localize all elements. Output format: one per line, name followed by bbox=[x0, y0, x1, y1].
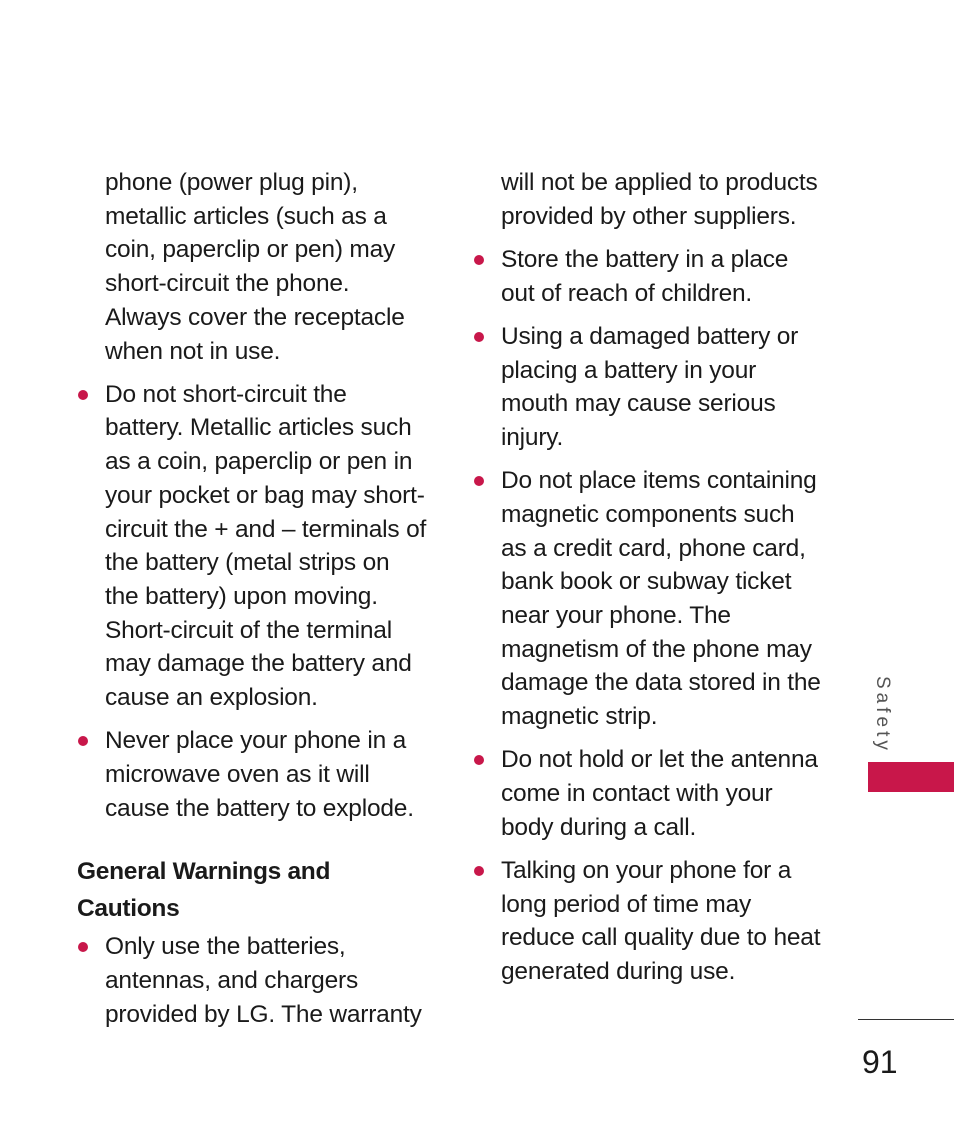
continued-paragraph: phone (power plug pin), metallic articles (such as a coin, paperclip or pen) may short-circuit the phone. Always cover the receptacle when not in use. bbox=[105, 169, 405, 365]
bullet-item: Only use the batteries, antennas, and chargers provided by LG. The warranty bbox=[77, 930, 427, 1031]
section-heading: General Warnings and Cautions bbox=[77, 858, 331, 923]
bullet-item: Never place your phone in a microwave oven as it will cause the battery to explode. bbox=[77, 724, 427, 825]
bullet-item: Do not short-circuit the battery. Metallic articles such as a coin, paperclip or pen in your pocket or bag may short-circuit the + and – terminals of the battery (metal strips on the battery) upon moving. Short-circuit of the terminal may damage the battery and cause an explosion. bbox=[77, 378, 427, 715]
section-side-label: Safety bbox=[872, 676, 893, 754]
bullet-item: Do not place items containing magnetic components such as a credit card, phone card, bank book or subway ticket near your phone. The magnetism of the phone may damage the data stored in the magnetic strip. bbox=[473, 464, 823, 734]
page-number: 91 bbox=[862, 1044, 898, 1080]
left-column bbox=[77, 166, 427, 1041]
section-tab-marker bbox=[868, 762, 954, 792]
bullet-item: Store the battery in a place out of reach of children. bbox=[473, 243, 823, 310]
continued-paragraph: will not be applied to products provided by other suppliers. bbox=[501, 169, 818, 230]
footer-divider bbox=[858, 1019, 954, 1020]
bullet-item: Using a damaged battery or placing a battery in your mouth may cause serious injury. bbox=[473, 320, 823, 455]
bullet-item: Do not hold or let the antenna come in contact with your body during a call. bbox=[473, 743, 823, 844]
bullet-item: Talking on your phone for a long period of time may reduce call quality due to heat generated during use. bbox=[473, 854, 823, 989]
right-column bbox=[473, 166, 823, 998]
